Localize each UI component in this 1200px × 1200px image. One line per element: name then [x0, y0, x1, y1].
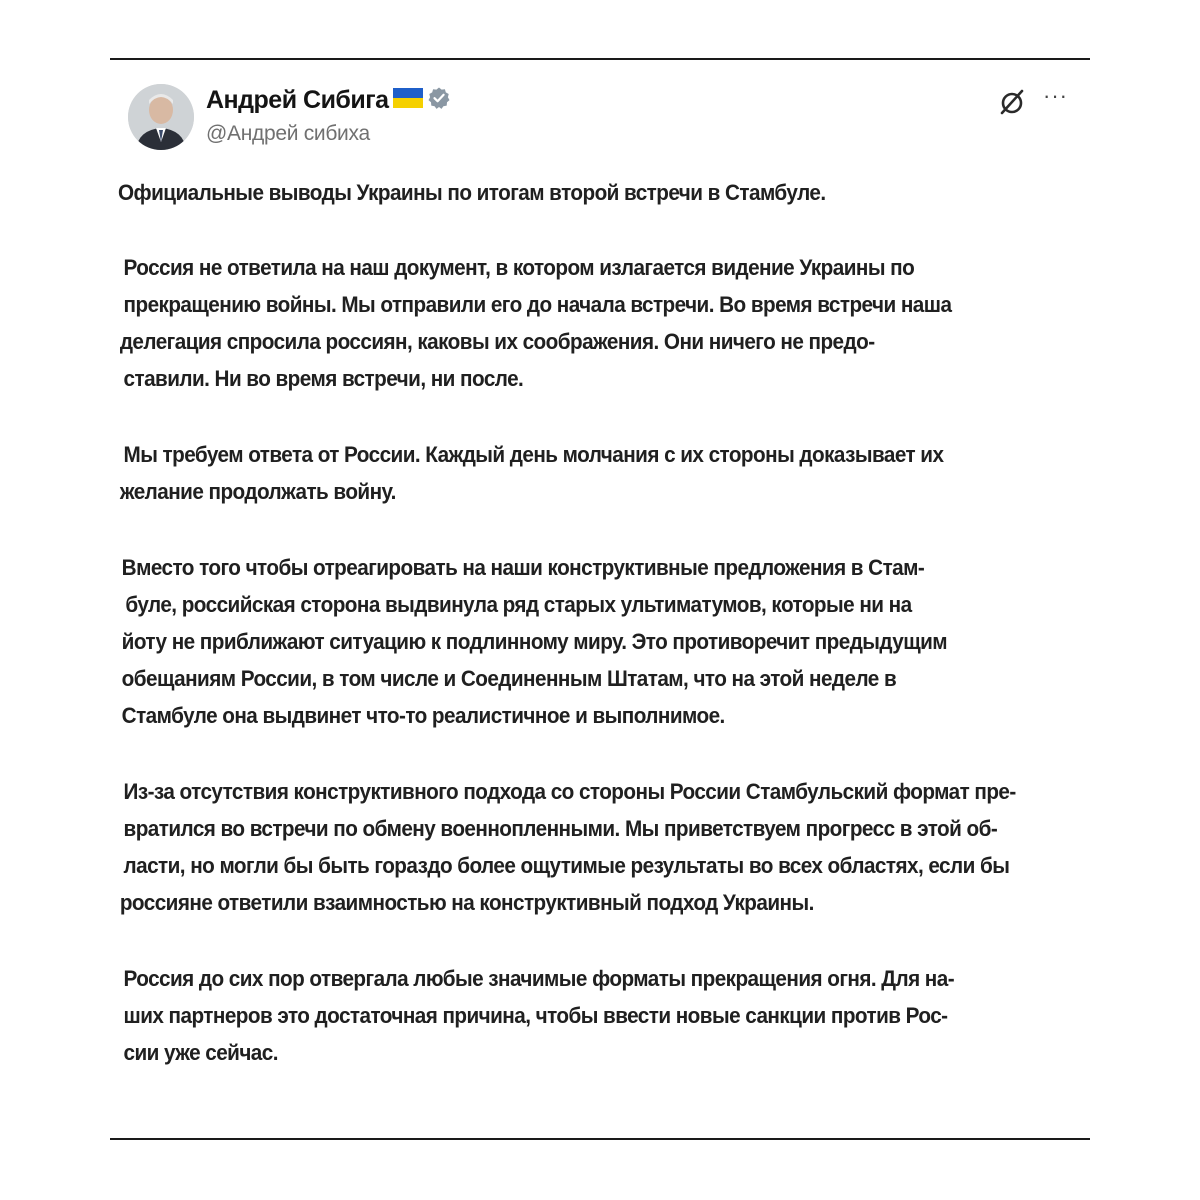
post-card	[118, 80, 1078, 1130]
text-line: йоту не приближают ситуацию к подлинному миру. Это противоречит предыдущим	[121, 629, 948, 654]
text-line: обещаниям России, в том числе и Соединенным Штатам, что на этой неделе в	[121, 666, 897, 691]
post-body	[118, 174, 1075, 1071]
text-line: ших партнеров это достаточная причина, чтобы ввести новые санкции против Рос-	[123, 1003, 948, 1028]
text-line: вратился во встречи по обмену военнопленными. Мы приветствуем прогресс в этой об-	[123, 816, 998, 841]
text-line: делегация спросила россиян, каковы их соображения. Они ничего не предо-	[119, 329, 875, 354]
paragraph-2	[119, 249, 1075, 397]
avatar[interactable]	[128, 84, 194, 150]
text-line: Стамбуле она выдвинет что-то реалистичное и выполнимое.	[121, 703, 725, 728]
verified-badge-icon	[427, 86, 451, 115]
text-line: Из-за отсутствия конструктивного подхода со стороны России Стамбульский формат пре-	[123, 779, 1016, 804]
paragraph-5	[119, 773, 1075, 921]
paragraph-1	[118, 174, 1075, 211]
text-line: сии уже сейчас.	[123, 1040, 278, 1065]
post-header	[118, 80, 1078, 156]
paragraph-3	[119, 436, 1075, 510]
text-line: Вместо того чтобы отреагировать на наши конструктивные предложения в Стам-	[121, 555, 925, 580]
ukraine-flag-icon	[393, 88, 423, 113]
text-line: желание продолжать войну.	[119, 479, 396, 504]
more-options-icon[interactable]: ···	[1043, 83, 1068, 108]
text-line: буле, российская сторона выдвинула ряд старых ультиматумов, которые ни на	[125, 592, 912, 617]
text-line: ставили. Ни во время встречи, ни после.	[123, 366, 524, 391]
grok-logo-icon[interactable]	[998, 88, 1026, 116]
top-divider	[110, 58, 1090, 60]
text-line: Россия до сих пор отвергала любые значимые форматы прекращения огня. Для на-	[123, 966, 955, 991]
author-name-row	[206, 86, 451, 115]
author-name[interactable]: Андрей Сибига	[206, 86, 389, 114]
text-line: Официальные выводы Украины по итогам второй встречи в Стамбуле.	[118, 180, 826, 205]
author-handle[interactable]: @Андрей сибиха	[206, 122, 370, 145]
text-line: ласти, но могли бы быть гораздо более ощутимые результаты во всех областях, если бы	[123, 853, 1010, 878]
text-line: россияне ответили взаимностью на конструктивный подход Украины.	[119, 890, 814, 915]
bottom-divider	[110, 1138, 1090, 1140]
paragraph-4	[122, 549, 1075, 734]
paragraph-6	[124, 960, 1075, 1071]
text-line: Мы требуем ответа от России. Каждый день молчания с их стороны доказывает их	[123, 442, 944, 467]
text-line: прекращению войны. Мы отправили его до начала встречи. Во время встречи наша	[123, 292, 952, 317]
text-line: Россия не ответила на наш документ, в котором излагается видение Украины по	[123, 255, 915, 280]
